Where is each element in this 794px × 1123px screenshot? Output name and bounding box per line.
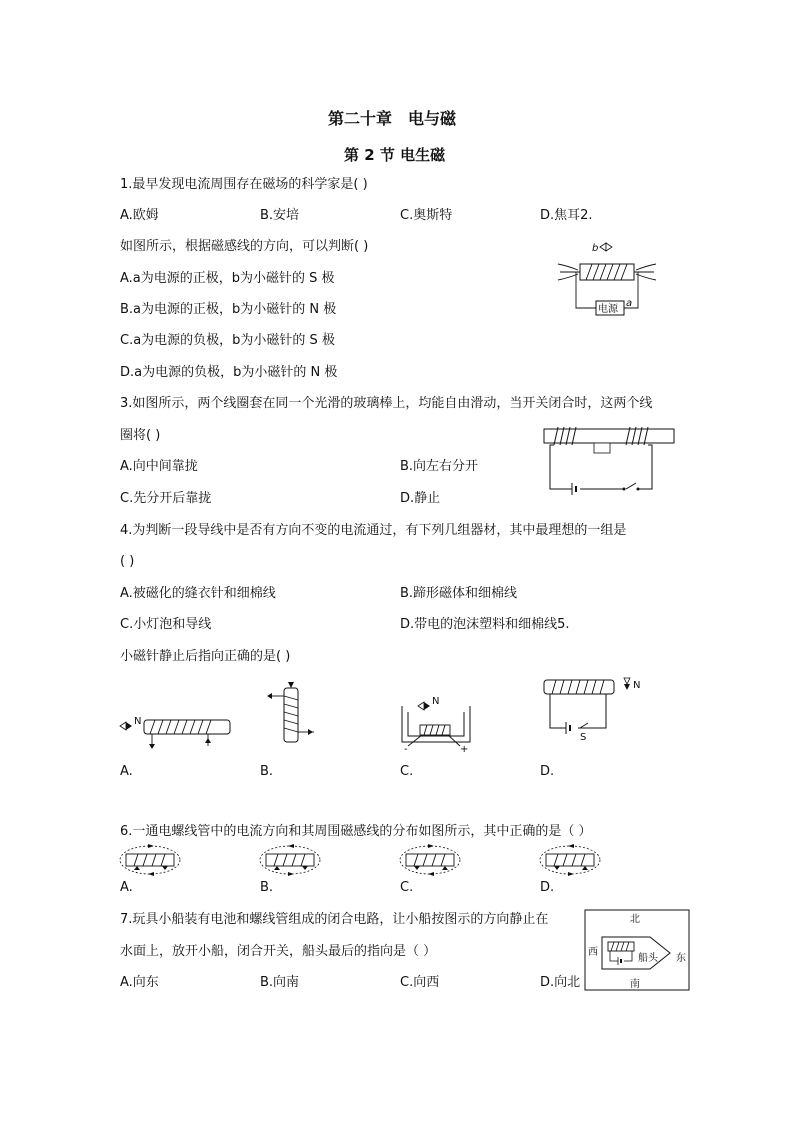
q4-stem-line2: ( ) (120, 554, 135, 569)
q6-label-c: C. (400, 880, 414, 895)
q3-option-c: C.先分开后靠拢 (120, 491, 212, 506)
svg-text:N: N (633, 680, 641, 691)
q5-figure-a (118, 710, 234, 754)
q3-figure (540, 425, 680, 495)
q1-option-c: C.奥斯特 (400, 208, 453, 223)
boat-bow-label: 船头 (638, 953, 658, 964)
q6-figure-c (398, 844, 464, 876)
svg-text:S: S (580, 732, 587, 743)
compass-west: 西 (588, 947, 598, 958)
q3-option-a: A.向中间靠拢 (120, 459, 198, 474)
q5-figure-d (540, 676, 650, 742)
q5-label-d: D. (540, 764, 555, 779)
q3-stem-line2: 圈将( ) (120, 428, 161, 443)
q2-figure (556, 240, 666, 320)
q7-stem-line1: 7.玩具小船装有电池和螺线管组成的闭合电路，让小船按图示的方向静止在 (120, 912, 549, 927)
q4-option-d: D.带电的泡沫塑料和细棉线5. (400, 617, 570, 632)
section-title: 第 2 节 电生磁 (344, 146, 446, 164)
compass-east: 东 (676, 953, 686, 964)
q7-option-a: A.向东 (120, 975, 159, 990)
svg-text:N: N (134, 716, 142, 727)
chapter-title: 第二十章 电与磁 (328, 109, 457, 128)
q2-needle-label: b (592, 243, 599, 254)
svg-text:N: N (432, 696, 440, 707)
q7-option-d: D.向北 (540, 975, 581, 990)
q4-stem-line1: 4.为判断一段导线中是否有方向不变的电流通过，有下列几组器材，其中最理想的一组是 (120, 523, 627, 538)
svg-text:-: - (404, 744, 408, 755)
q2-stem: 如图所示，根据磁感线的方向，可以判断( ) (120, 239, 369, 254)
q7-stem-line2: 水面上，放开小船，闭合开关，船头最后的指向是（ ） (120, 944, 437, 959)
q1-stem: 1.最早发现电流周围存在磁场的科学家是( ) (120, 177, 368, 192)
q3-option-b: B.向左右分开 (400, 459, 479, 474)
q7-option-b: B.向南 (260, 975, 300, 990)
q4-option-a: A.被磁化的缝衣针和细棉线 (120, 586, 276, 601)
q6-stem: 6.一通电螺线管中的电流方向和其周围磁感线的分布如图所示，其中正确的是（ ） (120, 824, 592, 839)
q4-option-b: B.蹄形磁体和细棉线 (400, 586, 518, 601)
q6-figure-b (258, 844, 324, 876)
q2-power-label: 电源 (598, 304, 618, 315)
q4-option-c: C.小灯泡和导线 (120, 617, 212, 632)
q3-option-d: D.静止 (400, 491, 441, 506)
q2-option-a: A.a为电源的正极，b为小磁针的 S 极 (120, 271, 335, 286)
q2-option-c: C.a为电源的负极，b为小磁针的 S 极 (120, 333, 335, 348)
q5-figure-b (262, 680, 322, 750)
q2-option-d: D.a为电源的负极，b为小磁针的 N 极 (120, 365, 338, 380)
q5-label-c: C. (400, 764, 414, 779)
q1-option-d: D.焦耳2. (540, 208, 593, 223)
q6-label-d: D. (540, 880, 555, 895)
q3-stem-line1: 3.如图所示，两个线圈套在同一个光滑的玻璃棒上，均能自由滑动，当开关闭合时，这两个线 (120, 396, 653, 411)
q2-terminal-label: a (626, 298, 633, 309)
q1-option-b: B.安培 (260, 208, 300, 223)
q5-figure-c (398, 692, 478, 754)
q6-figure-d (538, 844, 604, 876)
q7-option-c: C.向西 (400, 975, 440, 990)
q6-label-a: A. (120, 880, 133, 895)
q5-label-a: A. (120, 764, 133, 779)
q5-label-b: B. (260, 764, 274, 779)
q2-option-b: B.a为电源的正极，b为小磁针的 N 极 (120, 302, 337, 317)
q7-figure (584, 909, 690, 991)
q6-figure-a (118, 844, 184, 876)
compass-south: 南 (630, 979, 640, 990)
q6-label-b: B. (260, 880, 274, 895)
q5-stem: 小磁针静止后指向正确的是( ) (120, 649, 291, 664)
q1-option-a: A.欧姆 (120, 208, 159, 223)
svg-text:+: + (460, 744, 469, 755)
compass-north: 北 (630, 914, 640, 925)
